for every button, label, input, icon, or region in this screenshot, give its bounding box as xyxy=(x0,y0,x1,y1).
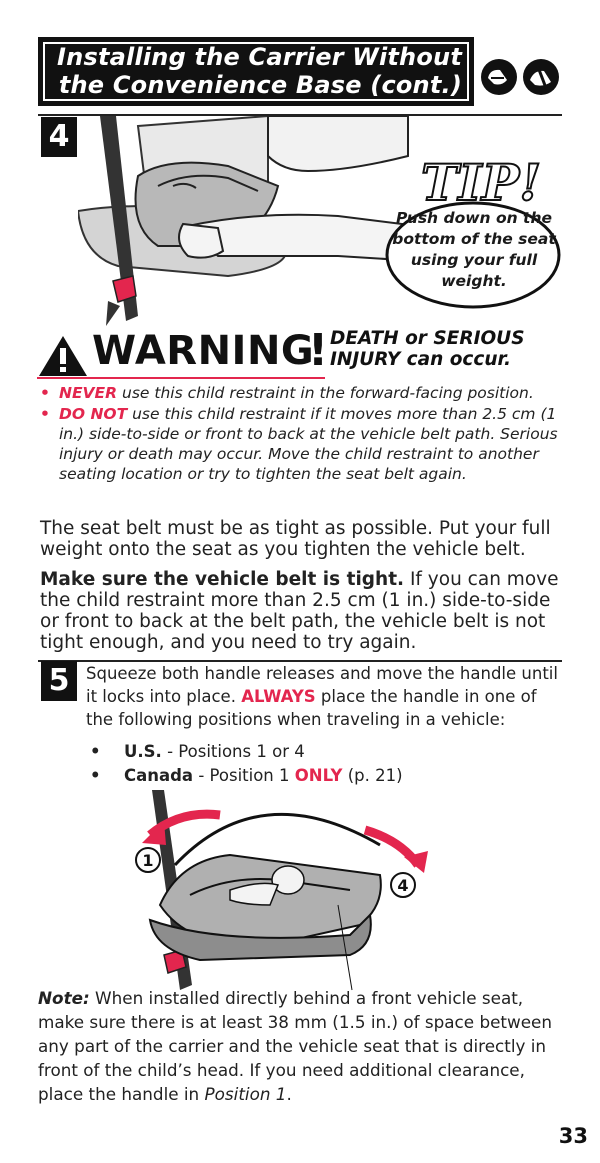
warning-bullet-do-not xyxy=(40,404,560,484)
header-icons xyxy=(480,58,562,98)
note-italic-end: Position 1 xyxy=(204,1084,287,1104)
note-end: . xyxy=(286,1084,292,1104)
step-5-always: ALWAYS xyxy=(241,687,316,706)
step-5-bullet-canada xyxy=(90,764,403,787)
section-header xyxy=(38,37,474,106)
body-paragraph-check xyxy=(40,569,560,653)
warning-bullet-text: use this child restraint in the forward-facing position. xyxy=(117,384,534,402)
position-4-label: 4 xyxy=(397,876,409,895)
body-paragraph-check-lead: Make sure the vehicle belt is tight. xyxy=(40,569,405,590)
note-text: When installed directly behind a front vehicle seat, make sure there is at least 38 mm (1.5 in.) of space between any part of the carrier and the vehicle seat that is directly in front of the child’s head. If you need additional clearance, place the handle in xyxy=(38,988,553,1104)
warning-bullet-lead: DO NOT xyxy=(59,405,128,423)
page-number: 33 xyxy=(558,1124,588,1148)
note-label: Note: xyxy=(38,988,90,1008)
section-title-line1: Installing the Carrier Without xyxy=(57,43,462,71)
step-5-badge: 5 xyxy=(41,661,77,701)
step-4-badge: 4 xyxy=(41,117,77,157)
warning-bullet-lead: NEVER xyxy=(59,384,118,402)
step-5-text-after: place the handle in one of the following positions when traveling in a vehicle: xyxy=(86,687,537,729)
bullet-dot: • xyxy=(90,742,101,761)
bullet-dot: • xyxy=(40,405,50,423)
step-5-instructions xyxy=(86,662,558,731)
warning-bullet-never xyxy=(40,383,560,403)
warning-triangle-icon xyxy=(37,334,89,378)
warning-subtitle xyxy=(330,328,525,370)
bullet-dot: • xyxy=(40,384,50,402)
warning-word: WARNING xyxy=(92,328,315,374)
bullet-canada-label: Canada xyxy=(124,766,194,785)
handle-position-illustration xyxy=(120,785,440,995)
clearance-note xyxy=(38,986,564,1106)
bullet-canada-only: ONLY xyxy=(294,766,343,785)
position-1-label: 1 xyxy=(142,851,154,870)
warning-exclamation: ! xyxy=(308,325,329,376)
tip-title: TIP! xyxy=(421,153,542,212)
warning-subtitle-line2: INJURY can occur. xyxy=(330,349,512,370)
warning-bullet-text: use this child restraint if it moves more than 2.5 cm (1 in.) side-to-side or front to back at the vehicle belt path. Serious injury or death may occur. Move the child restraint to another seating location or try to tighten the seat belt again. xyxy=(59,405,558,483)
step-5-bullet-us xyxy=(90,740,305,763)
warning-subtitle-line1: DEATH or SERIOUS xyxy=(330,328,525,349)
bullet-dot: • xyxy=(90,766,101,785)
bullet-canada-text: - Position 1 xyxy=(193,766,295,785)
step-5-text-before: Squeeze both handle releases and move the handle until it locks into place. xyxy=(86,664,558,706)
body-paragraph-check-text: If you can move the child restraint more than 2.5 cm (1 in.) side-to-side or front to back at the belt path, the vehicle belt is not tight enough, and you need to try again. xyxy=(40,569,559,653)
body-paragraph-tightness: The seat belt must be as tight as possible. Put your full weight onto the seat as you tighten the vehicle belt. xyxy=(40,518,551,560)
vehicle-belt-icon xyxy=(523,59,559,95)
bullet-us-label: U.S. xyxy=(124,742,162,761)
bullet-canada-ref: (p. 21) xyxy=(342,766,403,785)
warning-underline xyxy=(37,377,325,379)
tip-text: Push down on the bottom of the seat using your full weight. xyxy=(392,209,556,290)
bullet-us-text: - Positions 1 or 4 xyxy=(161,742,305,761)
section-title-line2: the Convenience Base (cont.) xyxy=(58,71,462,99)
carrier-rear-facing-icon xyxy=(481,59,517,95)
